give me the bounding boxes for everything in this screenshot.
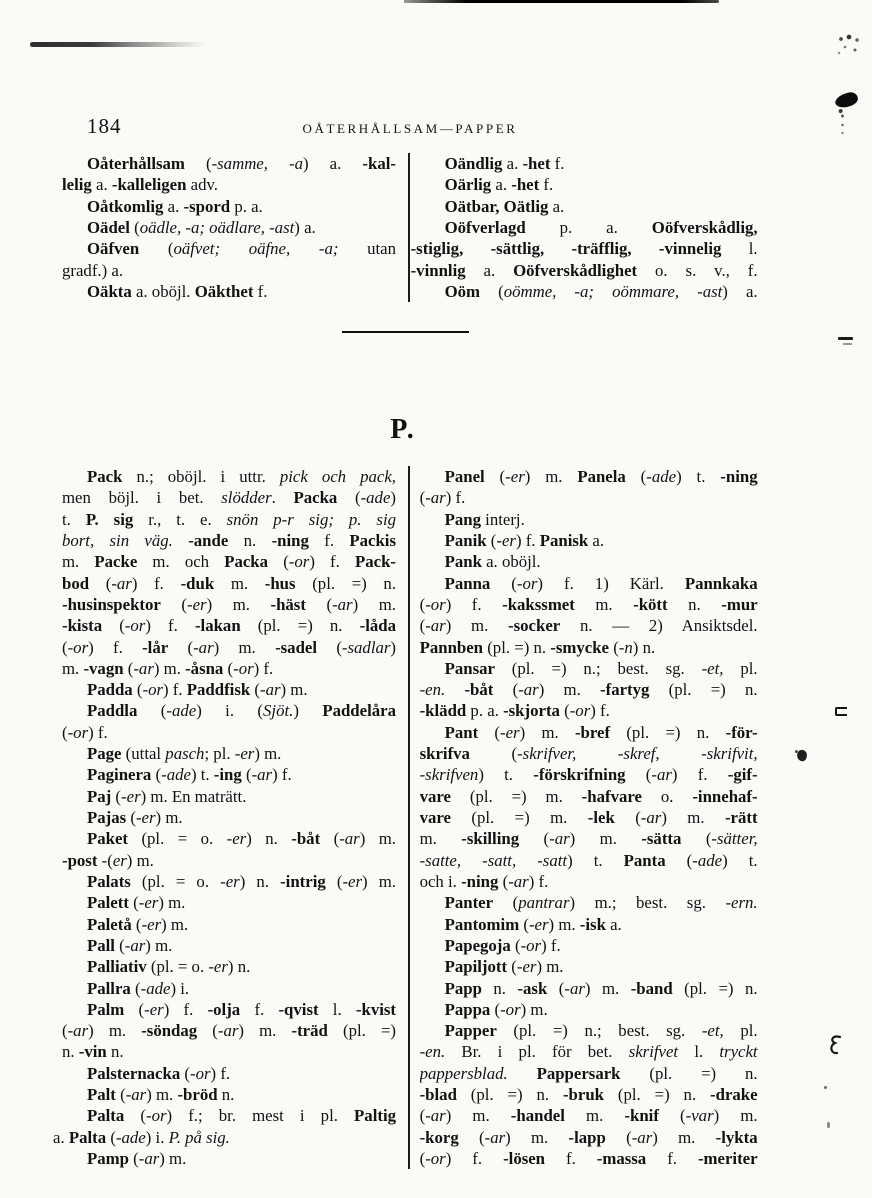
dictionary-line: Palett (-er) m. [87, 893, 186, 913]
dictionary-line: -kista (-or) f. -lakan (pl. =) n. -låda [62, 616, 396, 636]
dictionary-line: Padda (-or) f. Paddfisk (-ar) m. [87, 680, 308, 700]
dictionary-line: Pamp (-ar) m. [87, 1149, 187, 1168]
section-separator-rule [342, 331, 469, 333]
dictionary-line: Page (uttal pasch; pl. -er) m. [87, 744, 282, 764]
dictionary-line: (-or) f. -kakssmet m. -kött n. -mur [419, 594, 758, 614]
dictionary-line: Pack n.; oböjl. i uttr. pick och pack, [87, 467, 396, 486]
dictionary-line: Palats (pl. = o. -er) n. -intrig (-er) m. [87, 871, 396, 891]
dictionary-line: Panter (pantrar) m.; best. sg. -ern. [444, 893, 758, 913]
dictionary-line: -post -(er) m. [62, 850, 154, 870]
dictionary-line: Paket (pl. = o. -er) n. -båt (-ar) m. [87, 829, 396, 849]
dictionary-line: Panna (-or) f. 1) Kärl. Pannkaka [444, 573, 758, 593]
dictionary-line: skrifva (-skrifver, -skref, -skrifvit, [419, 744, 758, 764]
dictionary-line: Paletå (-er) m. [87, 914, 189, 934]
running-head: OÅTERHÅLLSAM—PAPPER [302, 121, 518, 136]
dictionary-line: och i. -ning (-ar) f. [419, 871, 549, 891]
dictionary-line: -husinspektor (-er) m. -häst (-ar) m. [62, 594, 396, 614]
dictionary-line: Oäfven (oäfvet; oäfne, -a; utan [87, 239, 396, 259]
dictionary-line: -stiglig, -sättlig, -träfflig, -vinnelig l. [410, 239, 758, 259]
scan-artifact-ink-blob [834, 91, 859, 108]
dictionary-line: -blad (pl. =) n. -bruk (pl. =) n. -drake [419, 1085, 758, 1105]
scan-artifact-ink-drip [841, 113, 844, 135]
dictionary-line: Oärlig a. -het f. [444, 175, 554, 195]
o-right-column [410, 153, 758, 302]
dictionary-line: (-ar) m. -handel m. -knif (-var) m. [419, 1106, 758, 1126]
dictionary-line: (-or) f. -lår (-ar) m. -sadel (-sadlar) [62, 637, 396, 657]
dictionary-line: (-or) f. [62, 722, 108, 742]
dictionary-line: Oåterhållsam (-samme, -a) a. -kal- [87, 154, 396, 173]
dictionary-line: n. -vin n. [62, 1042, 124, 1062]
dictionary-line: Oöm (oömme, -a; oömmare, -ast) a. [444, 281, 758, 301]
dictionary-line: -korg (-ar) m. -lapp (-ar) m. -lykta [419, 1127, 758, 1147]
p-section-heading: P. [390, 414, 416, 445]
scan-artifact-margin-dash [838, 337, 853, 340]
dictionary-line: t. P. sig r., t. e. snön p-r sig; p. sig [62, 509, 396, 529]
dictionary-line: Pall (-ar) m. [87, 935, 173, 955]
dictionary-line: Papegoja (-or) f. [444, 935, 561, 955]
dictionary-line: Paj (-er) m. En maträtt. [87, 786, 247, 806]
dictionary-line: Pank a. oböjl. [444, 552, 541, 572]
dictionary-line: Pansar (pl. =) n.; best. sg. -et, pl. [444, 658, 758, 678]
scan-artifact-curl-mark [828, 1035, 842, 1059]
scan-artifact-x-blot [796, 749, 809, 763]
scan-artifact-speckles [836, 34, 864, 58]
dictionary-line: m. -skilling (-ar) m. -sätta (-sätter, [419, 829, 758, 849]
scan-artifact-speck [824, 1086, 827, 1089]
dictionary-line: Oädel (oädle, -a; oädlare, -ast) a. [87, 217, 316, 237]
dictionary-line: a. Palta (-ade) i. P. på sig. [53, 1127, 230, 1147]
scan-artifact-margin-dash-2 [843, 343, 852, 345]
curl-mark-svg [828, 1035, 842, 1059]
dictionary-line: Pant (-er) m. -bref (pl. =) n. -för- [444, 722, 758, 742]
p-right-column [420, 466, 758, 1169]
dictionary-line: Pappa (-or) m. [444, 999, 548, 1019]
dictionary-line: -klädd p. a. -skjorta (-or) f. [419, 701, 610, 721]
scan-artifact-top-rule [404, 0, 719, 3]
dictionary-line: Papp n. -ask (-ar) m. -band (pl. =) n. [444, 978, 758, 998]
dictionary-line: gradf.) a. [62, 260, 124, 280]
dictionary-line: (-ar) m. -söndag (-ar) m. -träd (pl. =) [62, 1021, 396, 1041]
section-p [53, 466, 758, 1169]
p-column-divider [408, 466, 410, 1169]
dictionary-line: Panik (-er) f. Panisk a. [444, 530, 605, 550]
p-left-column [53, 466, 396, 1169]
dictionary-line: Paddla (-ade) i. (Sjöt.) Paddelåra [87, 701, 396, 721]
dictionary-line: m. -vagn (-ar) m. -åsna (-or) f. [62, 658, 274, 678]
dictionary-line: Pannben (pl. =) n. -smycke (-n) n. [419, 637, 656, 657]
scan-artifact-left-smudge [30, 42, 206, 47]
dictionary-line: Oäkta a. oböjl. Oäkthet f. [87, 281, 268, 301]
o-column-divider [408, 153, 410, 302]
dictionary-line: Paginera (-ade) t. -ing (-ar) f. [87, 765, 292, 785]
dictionary-line: Oöfverlagd p. a. Oöfverskådlig, [444, 217, 758, 237]
dictionary-line: Panel (-er) m. Panela (-ade) t. -ning [444, 467, 758, 486]
dictionary-line: -skrifven) t. -förskrifning (-ar) f. -gif- [419, 765, 758, 785]
dictionary-line: men böjl. i bet. slödder. Packa (-ade) [62, 488, 396, 508]
dictionary-line: vare (pl. =) m. -lek (-ar) m. -rätt [419, 808, 758, 827]
dictionary-line: Pallra (-ade) i. [87, 978, 190, 998]
dictionary-line: Palm (-er) f. -olja f. -qvist l. -kvist [87, 999, 396, 1019]
page-header [0, 114, 820, 144]
dictionary-line: Palta (-or) f.; br. mest i pl. Paltig [87, 1106, 396, 1126]
dictionary-line: (-ar) m. -socker n. — 2) Ansiktsdel. [419, 616, 758, 636]
dictionary-line: pappersblad. Pappersark (pl. =) n. [419, 1063, 758, 1083]
dictionary-line: Pang interj. [444, 509, 525, 529]
dictionary-line: (-ar) f. [419, 488, 466, 508]
dictionary-line: Oändlig a. -het f. [444, 154, 565, 173]
dictionary-line: bod (-ar) f. -duk m. -hus (pl. =) n. [62, 573, 396, 593]
dictionary-line: Pajas (-er) m. [87, 808, 183, 827]
section-o [62, 153, 758, 302]
dictionary-line: Oätbar, Oätlig a. [444, 196, 565, 216]
dictionary-line: -en. -båt (-ar) m. -fartyg (pl. =) n. [419, 680, 758, 700]
o-left-column [62, 153, 396, 302]
dictionary-line: -vinnlig a. Oöfverskådlighet o. s. v., f. [410, 260, 758, 280]
dictionary-line: Palt (-ar) m. -bröd n. [87, 1085, 235, 1105]
dictionary-line: -satte, -satt, -satt) t. Panta (-ade) t. [419, 850, 758, 870]
dictionary-line: Papiljott (-er) m. [444, 957, 564, 977]
dictionary-line: m. Packe m. och Packa (-or) f. Pack- [62, 552, 396, 572]
dictionary-line: Palsternacka (-or) f. [87, 1063, 231, 1083]
dictionary-line: vare (pl. =) m. -hafvare o. -innehaf- [419, 786, 758, 806]
dictionary-line: Papper (pl. =) n.; best. sg. -et, pl. [444, 1021, 758, 1041]
dictionary-line: lelig a. -kalleligen adv. [62, 175, 218, 195]
page-number: 184 [87, 114, 122, 138]
dictionary-line: Pantomim (-er) m. -isk a. [444, 914, 622, 934]
dictionary-line: Palliativ (pl. = o. -er) n. [87, 957, 251, 977]
scan-artifact-bracket-mark [835, 707, 847, 716]
dictionary-line: (-or) f. -lösen f. -massa f. -meriter [419, 1149, 758, 1168]
dictionary-line: -en. Br. i pl. för bet. skrifvet l. tryckt [419, 1042, 758, 1062]
dictionary-line: Oåtkomlig a. -spord p. a. [87, 196, 263, 216]
scan-artifact-speck-2 [827, 1122, 830, 1128]
dictionary-line: bort, sin väg. -ande n. -ning f. Packis [62, 530, 396, 550]
